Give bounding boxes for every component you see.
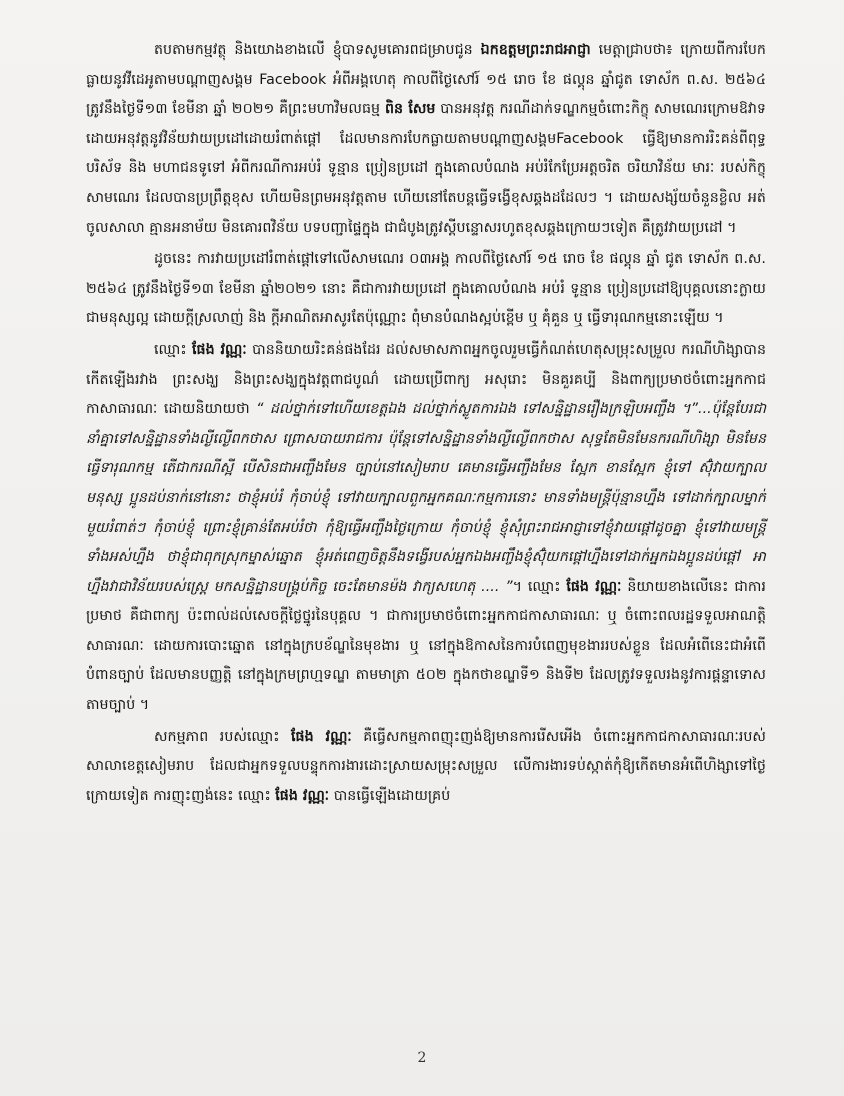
paragraph-4 xyxy=(86,723,766,812)
text-segment: មេត្តាជ្រាបថា៖ ក្រោយពីការបែកធ្លាយនូវវីដេអូតាមបណ្តាញសង្គម Facebook អំពីអង្គហេតុ កាលពីថ្ងៃសៅរ៍ ១៥ រោច ខែ ផល្គុន ឆ្នាំជូត ទោស័ក ព.ស. ២៥៦៤ ត្រូវនឹងថ្ងៃទី១៣ ខែមីនា ឆ្នាំ ២០២១ គឺព្រះមហាវិមលធម្ម xyxy=(86,42,766,118)
text-segment: បានអនុវត្ត ករណីដាក់ទណ្ឌកម្មចំពោះកិក្ខុ សាមណេរក្រោមឱវាទ ដោយអនុវត្តនូវវិន័យវាយប្រដៅដោយរំពាត់ផ្តៅ ដែលមានការបែកធ្លាយតាមបណ្តាញសង្គមFacebook ធ្វើឱ្យមានការរិះគន់ពីពុទ្ធបរិស័ទ និង មហាជនទូទៅ អំពីករណីការអប់រំ ទូន្មាន ប្រៀនប្រដៅ ក្នុងគោលបំណង អប់រំកែប្រែអត្តចរិត ចរិយាវិន័យ មារៈ របស់កិក្ខុសាមណេរ ដែលបានប្រព្រឹត្តខុស ហើយមិនព្រមអនុវត្តតាម ហើយនៅតែបន្តធ្វើទង្វើខុសឆ្គងដដែលៗ ។ ដោយសង្ស័យចំនួនខ្លិល អត់ចូលសាលា គ្មានអនាម័យ មិនគោរពវិន័យ បទបញ្ជាផ្ទៃក្នុង ជាជំបូងត្រូវស្តីបន្ទោសរហូតខុសឆ្គងក្រោយៗទៀត គឺត្រូវវាយប្រដៅ ។ xyxy=(86,101,766,236)
person-name: ផែង វណ្ណៈ xyxy=(566,578,622,595)
quoted-speech: “ ដល់ថ្នាក់ទៅហើយខេត្តឯង ដល់ថ្នាក់ស្លូតការឯង ទៅសន្និដ្ឋានរឿងក្រឡិបអញ្ចឹង ។”...ប៉ុន្តែបែរជានាំគ្នាទៅសន្និដ្ឋានទាំងល្ងីល្ងើពកថាស ព្រោសបាយរាជការ ប៉ុន្តែទៅសន្និដ្ឋានទាំងល្ងីល្ងើពកថាស សុទ្ធតែមិនមែនករណីហិង្សា មិនមែនធ្វើទារុណកម្ម តើជាករណីស្អី បើសិនជាអញ្ចឹងមែន ច្បាប់នៅសៀមរាប គេមានធ្វើអញ្ចឹងមែន ស្អែក ខានស្អែក ខ្ញុំទៅ ស៊ុំវាយក្បាលមនុស្ស ប្អូនដប់នាក់នៅនោះ ថាខ្ញុំអប់រំ កុំចាប់ខ្ញុំ ទៅវាយក្បាលពួកអ្នកគណៈកម្មការនោះ មានទាំងមន្ត្រីប៉ុន្មានហ្នឹង ទៅដាក់ក្បាលម្នាក់មួយរំពាត់ៗ កុំចាប់ខ្ញុំ ព្រោះខ្ញុំគ្រាន់តែអប់រំថា កុំឱ្យធ្វើអញ្ចឹងថ្ងៃក្រោយ កុំចាប់ខ្ញុំ ខ្ញុំសុំព្រះរាជអាជ្ញាទៅខ្ញុំវាយផ្តៅដូចគ្នា ខ្ញុំទៅវាយមន្ត្រីទាំងអស់ហ្នឹង ថាខ្ញុំជាពុកស្រុកម្នាស់ឆ្នោត ខ្ញុំអត់ពេញចិត្តនឹងទង្វើរបស់អ្នកឯងអញ្ចឹងខ្ញុំស៊ុំយកផ្តៅហ្នឹងទៅដាក់អ្នកឯងប្អូនដប់ផ្តៅ អាហ្នឹងវាជាវិន័យរបស់ស្ត្រេ មកសន្និដ្ឋានបង្គ្រប់កិច្ច ចេះតែមានម៉ង វាក្យសហេតុ .... ” xyxy=(86,401,767,595)
text-segment: តបតាមកម្មវត្ថុ និងយោងខាងលើ ខ្ញុំបាទសូមគោរពជម្រាបជូន xyxy=(154,42,481,58)
person-name: ផែង វណ្ណៈ xyxy=(192,341,247,358)
paragraph-1 xyxy=(86,36,766,243)
text-segment: និយាយខាងលើនេះ ជាការប្រមាថ គឺជាពាក្យ ប៉ះពាល់ដល់សេចក្តីថ្លៃថ្នូរនៃបុគ្គល ។ ជាការប្រមាថចំពោះអ្នកកាជកាសាធារណៈ ឬ ចំពោះពលរដ្ឋទទួលអាណត្តិសាធារណៈ ដោយការបោះឆ្នោត នៅក្នុងក្របខ័ណ្ឌនៃមុខងារ ឬ នៅក្នុងឱកាសនៃការបំពេញមុខងាររបស់ខ្លួន ដែលអំពើនេះជាអំពើបំពានច្បាប់ ដែលមានបញ្ញត្តិ នៅក្នុងក្រមព្រហ្មទណ្ឌ តាមមាត្រា ៥០២ ក្នុងកថាខណ្ឌទី១ និងទី២ ដែលត្រូវទទួលរងនូវការផ្តន្ទាទោសតាមច្បាប់ ។ xyxy=(86,578,766,714)
text-segment: បានធ្វើឡើងដោយគ្រប់ xyxy=(329,787,451,804)
text-segment: សកម្មភាព របស់ឈ្មោះ xyxy=(154,728,292,745)
text-segment: ដូចនេះ ការវាយប្រដៅរំពាត់ផ្តៅទៅលើសាមណេរ ០៣អង្គ កាលពីថ្ងៃសៅរ៍ ១៥ រោច ខែ ផល្គុន ឆ្នាំ ជូត ទោស័ក ព.ស. ២៥៦៤ ត្រូវនឹងថ្ងៃទី១៣ ខែមីនា ឆ្នាំ២០២១ នោះ គឺជាការវាយប្រដៅ ក្នុងគោលបំណង អប់រំ ទូន្មាន ប្រៀនប្រដៅឱ្យបុគ្គលនោះក្លាយជាមនុស្សល្អ ដោយក្តីស្រលាញ់ និង ក្តីអាណិតអាសូរតែប៉ុណ្ណោះ ពុំមានបំណងស្អប់ខ្ពើម ឬ គុំគួន ឬ ធ្វើទារុណកម្មនោះឡើយ ។ xyxy=(86,251,766,327)
text-segment: គឺធ្វើសកម្មភាពញុះញង់ឱ្យមានការរើសអើង ចំពោះអ្នកកាជកាសាធារណៈរបស់សាលាខេត្តសៀមរាប ដែលជាអ្នកទទួលបន្ទុកការងារដោះស្រាយសម្រុះសម្រួល លើការងារទប់ស្កាត់កុំឱ្យកើតមានអំពើហិង្សាទៅថ្ងៃក្រោយទៀត ការញុះញង់នេះ ឈ្មោះ xyxy=(86,728,766,804)
text-segment: បាននិយាយរិះគន់ផងដែរ ដល់សមាសភាពអ្នកចូលរួមធ្វើកំណត់ហេតុសម្រុះសម្រួល ករណីហិង្សាបានកើតឡើងរវាង ព្រះសង្ឃ និងព្រះសង្ឃក្នុងវត្តពាជបូណ៌ ដោយប្រើពាក្យ អសុរោះ មិនគួរគប្បី និងពាក្យប្រមាថចំពោះអ្នកកាជកាសាធារណៈ ដោយនិយាយថា xyxy=(86,341,767,418)
monk-name: ពិន សែម xyxy=(384,101,436,118)
person-name: ផែង វណ្ណៈ xyxy=(291,728,352,745)
page-number: 2 xyxy=(417,1050,427,1066)
person-name: ផែង វណ្ណៈ xyxy=(275,787,330,804)
recipient-title: ឯកឧត្តមព្រះរាជអាជ្ញា xyxy=(480,42,591,58)
text-segment: ។ ឈ្មោះ xyxy=(512,578,567,595)
paragraph-3 xyxy=(86,336,766,721)
paragraph-2 xyxy=(86,245,766,334)
text-segment: ឈ្មោះ xyxy=(154,341,193,358)
